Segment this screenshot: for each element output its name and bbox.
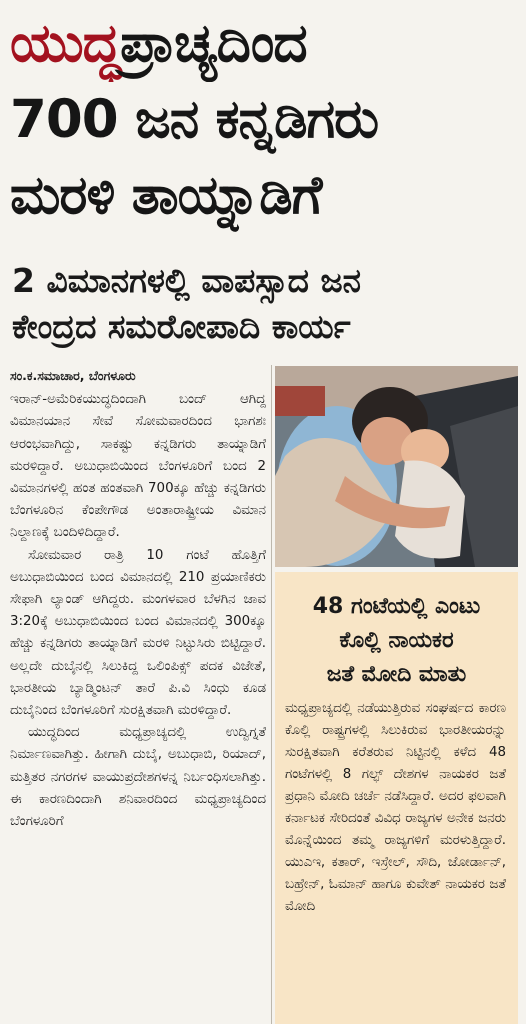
headline-line-1 (10, 6, 518, 82)
sidebar-title-line-2: ಕೊಲ್ಲಿ ನಾಯಕರ (339, 628, 454, 653)
news-photo-mother-and-child (275, 366, 518, 567)
sidebar-box (275, 572, 518, 1024)
sidebar-title-line-3: ಜತೆ ಮೋದಿ ಮಾತು (326, 662, 467, 687)
byline: ಸಂ.ಕ.ಸಮಾಚಾರ, ಬೆಂಗಳೂರು (10, 368, 136, 383)
headline (10, 6, 518, 234)
subheadline-line-1: 2 ವಿಮಾನಗಳಲ್ಲಿ ವಾಪಸ್ಸಾದ ಜನ (12, 261, 361, 300)
column-divider (271, 365, 272, 1024)
article-paragraph-3: ಯುದ್ಧದಿಂದ ಮಧ್ಯಪ್ರಾಚ್ಯದಲ್ಲಿ ಉದ್ವಿಗ್ನತೆ ನಿರ್ಮಾಣವಾಗಿತ್ತು. ಹೀಗಾಗಿ ದುಬೈ, ಅಬುಧಾಬಿ, ರಿಯಾದ್, ಮತ್ತಿತರ ನಗರಗಳ ವಾಯುಪ್ರದೇಶಗಳನ್ನ ನಿರ್ಬಂಧಿಸಲಾಗಿತ್ತು. ಈ ಕಾರಣದಿಂದಾಗಿ ಶನಿವಾರದಿಂದ ಮಧ್ಯಪ್ರಾಚ್ಯದಿಂದ ಬೆಂಗಳೂರಿಗೆ (10, 725, 266, 830)
sidebar-body: ಮಧ್ಯಪ್ರಾಚ್ಯದಲ್ಲಿ ನಡೆಯುತ್ತಿರುವ ಸಂಘರ್ಷದ ಕಾರಣ ಕೊಲ್ಲಿ ರಾಷ್ಟ್ರಗಳಲ್ಲಿ ಸಿಲುಕಿರುವ ಭಾರತೀಯರನ್ನು ಸುರಕ್ಷಿತವಾಗಿ ಕರೆತರುವ ನಿಟ್ಟಿನಲ್ಲಿ ಕಳೆದ 48 ಗಂಟೆಗಳಲ್ಲಿ 8 ಗಲ್ಫ್ ದೇಶಗಳ ನಾಯಕರ ಜತೆ ಪ್ರಧಾನಿ ಮೋದಿ ಚರ್ಚೆ ನಡೆಸಿದ್ದಾರೆ. ಅದರ ಫಲವಾಗಿ ಕರ್ನಾಟಕ ಸೇರಿದಂತೆ ವಿವಿಧ ರಾಜ್ಯಗಳ ಅನೇಕ ಜನರು ಮೊನ್ನೆಯಿಂದ ತಮ್ಮ ರಾಜ್ಯಗಳಿಗೆ ಮರಳುತ್ತಿದ್ದಾರೆ. ಯುಎಇ, ಕತಾರ್, ಇಸ್ರೇಲ್, ಸೌದಿ, ಜೋರ್ಡಾನ್, ಬಹ್ರೇನ್, ಓಮಾನ್ ಹಾಗೂ ಕುವೇತ್ ನಾಯಕರ ಜತೆ ಮೋದಿ (285, 701, 506, 914)
sidebar-title (285, 590, 508, 692)
subheadline-line-2: ಕೇಂದ್ರದ ಸಮರೋಪಾದಿ ಕಾರ್ಯ (12, 307, 351, 346)
photo-illustration (275, 366, 518, 567)
sidebar-title-line-1: 48 ಗಂಟೆಯಲ್ಲಿ ಎಂಟು (312, 594, 481, 619)
headline-line-2: 700 ಜನ ಕನ್ನಡಿಗರು (10, 89, 379, 150)
headline-red-word: ಯುದ್ಧ (10, 13, 121, 74)
subheadline (12, 258, 518, 350)
article-paragraph-1: ಇರಾನ್-ಅಮೆರಿಕಯುದ್ಧದಿಂದಾಗಿ ಬಂದ್ ಆಗಿದ್ದ ವಿಮಾನಯಾನ ಸೇವೆ ಸೋಮವಾರದಿಂದ ಭಾಗಶಃ ಆರಂಭವಾಗಿದ್ದು, ಸಾಕಷ್ಟು ಕನ್ನಡಿಗರು ತಾಯ್ನಾಡಿಗೆ ಮರಳಿದ್ದಾರೆ. ಅಬುಧಾಬಿಯಿಂದ ಬೆಂಗಳೂರಿಗೆ ಬಂದ 2 ವಿಮಾನಗಳಲ್ಲಿ ಹಂತ ಹಂತವಾಗಿ 700ಕ್ಕೂ ಹೆಚ್ಚು ಕನ್ನಡಿಗರು ಬೆಂಗಳೂರಿನ ಕೆಂಪೇಗೌಡ ಅಂತಾರಾಷ್ಟ್ರೀಯ ವಿಮಾನ ನಿಲ್ದಾಣಕ್ಕೆ ಬಂದಿಳಿದಿದ್ದಾರೆ. (10, 392, 266, 541)
headline-line-1-rest: ಪ್ರಾಚ್ಯದಿಂದ (120, 13, 307, 74)
article-paragraph-2: ಸೋಮವಾರ ರಾತ್ರಿ 10 ಗಂಟೆ ಹೊತ್ತಿಗೆ ಅಬುಧಾಬಿಯಿಂದ ಬಂದ ವಿಮಾನದಲ್ಲಿ 210 ಪ್ರಯಾಣಿಕರು ಸೇಫಾಗಿ ಲ್ಯಾಂಡ್ ಆಗಿದ್ದರು. ಮಂಗಳವಾರ ಬೆಳಗಿನ ಜಾವ 3:20ಕ್ಕೆ ಅಬುಧಾಬಿಯಿಂದ ಬಂದ ವಿಮಾನದಲ್ಲಿ 300ಕ್ಕೂ ಹೆಚ್ಚು ಕನ್ನಡಿಗರು ತಾಯ್ನಾಡಿಗೆ ಮರಳಿ ನಿಟ್ಟುಸಿರು ಬಿಟ್ಟಿದ್ದಾರೆ. ಅಲ್ಲದೇ ದುಬೈನಲ್ಲಿ ಸಿಲುಕಿದ್ದ ಒಲಿಂಪಿಕ್ಸ್ ಪದಕ ವಿಜೇತೆ, ಭಾರತೀಯ ಬ್ಯಾಡ್ಮಿಂಟನ್ ತಾರೆ ಪಿ.ವಿ ಸಿಂಧು ಕೂಡ ದುಬೈನಿಂದ ಬೆಂಗಳೂರಿಗೆ ಸುರಕ್ಷಿತವಾಗಿ ಮರಳಿದ್ದಾರೆ. (10, 547, 266, 719)
article-column (10, 365, 266, 1024)
headline-line-3: ಮರಳಿ ತಾಯ್ನಾಡಿಗೆ (10, 165, 322, 226)
